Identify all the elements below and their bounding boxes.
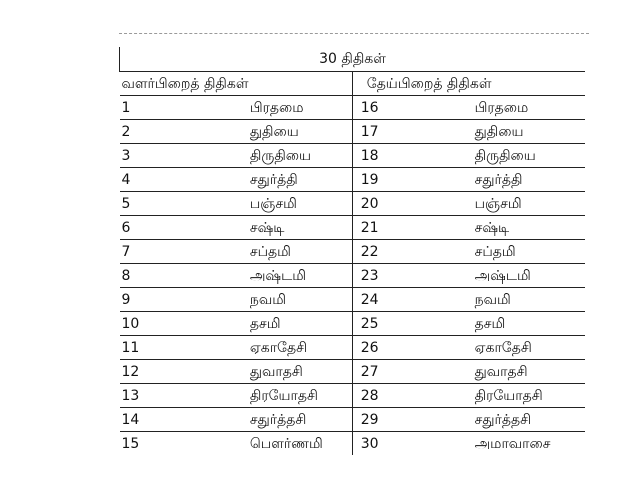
waxing-tithi: பௌர்ணமி	[236, 432, 352, 456]
waxing-number: 7	[120, 240, 236, 264]
waning-tithi: தசமி	[469, 312, 585, 336]
waxing-tithi: சப்தமி	[236, 240, 352, 264]
waning-number: 24	[352, 288, 468, 312]
table-row	[120, 384, 586, 408]
table-row	[120, 168, 586, 192]
table-row	[120, 120, 586, 144]
waxing-tithi: நவமி	[236, 288, 352, 312]
waxing-tithi: பிரதமை	[236, 96, 352, 120]
waning-tithi: அஷ்டமி	[469, 264, 585, 288]
waning-number: 16	[352, 96, 468, 120]
header-row	[120, 72, 586, 96]
table-row	[120, 240, 586, 264]
waning-tithi: அமாவாசை	[474, 435, 551, 452]
tithi-table	[119, 47, 585, 455]
waxing-tithi: சதுர்த்தசி	[236, 408, 352, 432]
waning-number: 26	[352, 336, 468, 360]
waning-tithi: துதியை	[469, 120, 585, 144]
col-header-waxing: வளர்பிறைத் திதிகள்	[120, 72, 353, 96]
waning-tithi: சதுர்த்தி	[469, 168, 585, 192]
waxing-number: 4	[120, 168, 236, 192]
waxing-number: 2	[120, 120, 236, 144]
table-row	[120, 192, 586, 216]
waning-tithi: சப்தமி	[469, 240, 585, 264]
waxing-number: 5	[120, 192, 236, 216]
waning-number: 21	[352, 216, 468, 240]
waxing-number: 1	[120, 96, 236, 120]
waning-number: 29	[352, 408, 468, 432]
waxing-number: 8	[120, 264, 236, 288]
table-row	[120, 264, 586, 288]
waxing-tithi: திருதியை	[236, 144, 352, 168]
title-row	[120, 47, 586, 72]
table-row	[120, 432, 586, 456]
waxing-tithi: சதுர்த்தி	[236, 168, 352, 192]
waning-number: 28	[352, 384, 468, 408]
waxing-number: 13	[120, 384, 236, 408]
waning-tithi: திரயோதசி	[469, 384, 585, 408]
waning-tithi: நவமி	[469, 288, 585, 312]
waxing-tithi: தசமி	[236, 312, 352, 336]
waxing-tithi: துவாதசி	[236, 360, 352, 384]
waning-number: 19	[352, 168, 468, 192]
waning-tithi: ஏகாதேசி	[469, 336, 585, 360]
waxing-number: 6	[120, 216, 236, 240]
table-body	[120, 96, 586, 456]
waxing-number: 9	[120, 288, 236, 312]
waning-tithi: பஞ்சமி	[469, 192, 585, 216]
table-row	[120, 360, 586, 384]
waxing-tithi: துதியை	[236, 120, 352, 144]
waning-tithi: பிரதமை	[469, 96, 585, 120]
waxing-number: 3	[120, 144, 236, 168]
table-row	[120, 144, 586, 168]
waxing-number: 12	[120, 360, 236, 384]
top-divider	[119, 33, 589, 34]
waxing-number: 10	[120, 312, 236, 336]
waxing-tithi: சஷ்டி	[236, 216, 352, 240]
waning-number: 27	[352, 360, 468, 384]
waning-number: 22	[352, 240, 468, 264]
waxing-tithi: ஏகாதேசி	[236, 336, 352, 360]
table-title: 30 திதிகள்	[120, 47, 586, 72]
waning-number: 23	[352, 264, 468, 288]
waxing-tithi: திரயோதசி	[236, 384, 352, 408]
table-row	[120, 288, 586, 312]
waxing-number: 11	[120, 336, 236, 360]
col-header-waning: தேய்பிறைத் திதிகள்	[352, 72, 585, 96]
table-row	[120, 216, 586, 240]
waning-number: 18	[352, 144, 468, 168]
waxing-tithi: பஞ்சமி	[236, 192, 352, 216]
table-row	[120, 96, 586, 120]
waning-number: 25	[352, 312, 468, 336]
waning-tithi: துவாதசி	[469, 360, 585, 384]
waning-number: 17	[352, 120, 468, 144]
table-row	[120, 336, 586, 360]
waning-tithi: சதுர்த்தசி	[469, 408, 585, 432]
waning-number: 20	[352, 192, 468, 216]
waning-tithi: திருதியை	[469, 144, 585, 168]
waxing-tithi: அஷ்டமி	[236, 264, 352, 288]
table-row	[120, 312, 586, 336]
table-row	[120, 408, 586, 432]
waning-number: 30	[360, 435, 379, 452]
waning-tithi: சஷ்டி	[469, 216, 585, 240]
waxing-number: 15	[121, 435, 140, 452]
waxing-number: 14	[120, 408, 236, 432]
